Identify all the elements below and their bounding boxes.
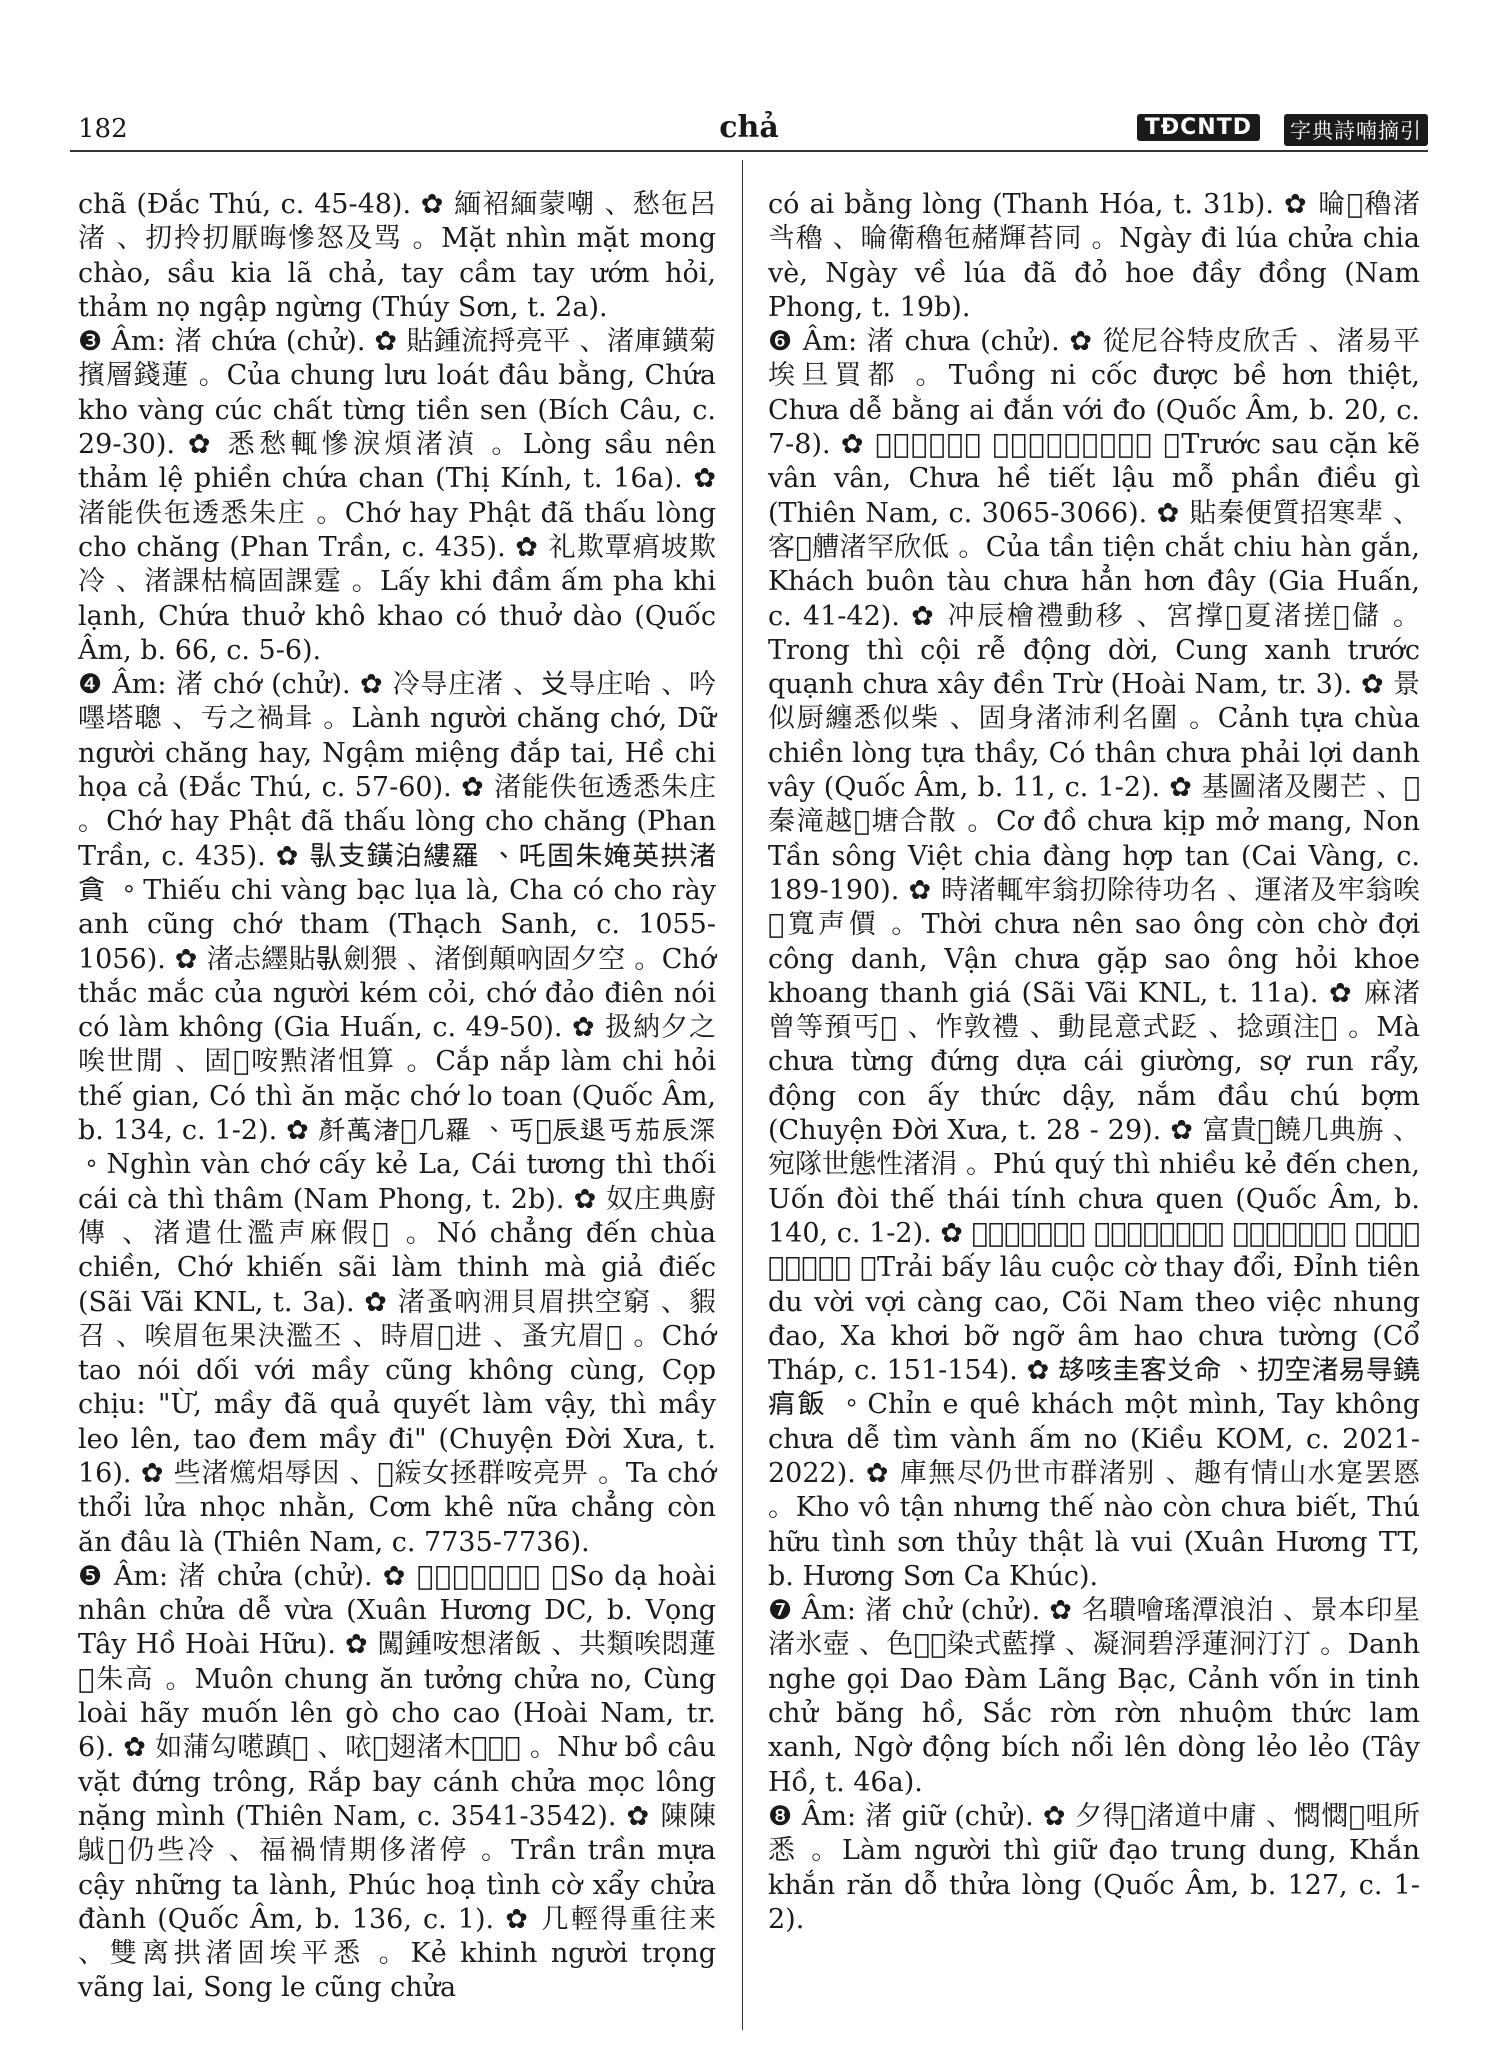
column-divider bbox=[742, 160, 743, 2030]
sense-8-giu: ❽ Âm: 渚 giữ (chử). ✿ 夕得𠡚渚道中庸 、㦖㦖𠰘咀所悉 。Làm người thì giữ đạo trung dung, Khắn khắn răn dỗ thửa lòng (Quốc Âm, b. 127, c. 1-2). bbox=[768, 1800, 1420, 1935]
sense-3-chua: ❸ Âm: 渚 chứa (chử). ✿ 貼鍾流捋亮平 、渚庫鐄菊擯層錢蓮 。Của chung lưu loát đâu bằng, Chứa kho vàng cúc chất từng tiền sen (Bích Câu, c. 29-30). ✿ 悉愁輒慘淚煩渚湞 。Lòng sầu nên thảm lệ phiền chứa chan (Thị Kính, t. 16a). ✿ 渚能佚㐌透悉朱庄 。Chớ hay Phật đã thấu lòng cho chăng (Phan Trần, c. 435). ✿ 礼欺覃㾓坡欺冷 、渚課枯槁固課霆 。Lấy khi đầm ấm pha khi lạnh, Chứa thuở khô khao có thuở dào (Quốc Âm, b. 66, c. 5-6). bbox=[78, 326, 716, 666]
right-column bbox=[768, 188, 1420, 1937]
page-header bbox=[70, 108, 1428, 148]
sense-7-chu: ❼ Âm: 渚 chử (chử). ✿ 名聵噲瑤潭浪泊 、景本印星渚氷壺 、色𨨧𨨧染式藍撑 、凝洞碧浮蓮泂汀汀 。Danh nghe gọi Dao Đàm Lãng Bạc, Cảnh vốn in tinh chử băng hồ, Sắc rờn rờn nhuộm thức lam xanh, Ngờ động bích nổi lên dòng lẻo lẻo (Tây Hồ, t. 46a). bbox=[768, 1595, 1420, 1798]
sense-6-chua: ❻ Âm: 渚 chưa (chử). ✿ 從尼谷特皮欣舌 、渚易平埃旦買都 。Tuồng ni cốc được bề hơn thiệt, Chưa dễ bằng ai đắn với đo (Quốc Âm, b. 20, c. 7-8). ✿ 𨎟𨍦𠶆哦云云 、渚兮泄漏某分調之 。Trước sau cặn kẽ vân vân, Chưa hề tiết lậu mỗ phần điều gì (Thiên Nam, c. 3065-3066). ✿ 貼秦便質招寒㹃 、客𢹣艚渚罕欣低 。Của tần tiện chắt chiu hàn gắn, Khách buôn tàu chưa hẳn hơn đây (Gia Huấn, c. 41-42). ✿ 冲辰檜禮動移 、宮撑𠷺夏渚搓𡓁儲 。Trong thì cội rễ động dời, Cung xanh trước quạnh chưa xây đền Trừ (Hoài Nam, tr. 3). ✿ 景似厨纏悉似柴 、固身渚沛利名圍 。Cảnh tựa chùa chiền lòng tựa thầy, Có thân chưa phải lợi danh vây (Quốc Âm, b. 11, c. 1-2). ✿ 基圖渚及閿芒 、𡽫秦滝越𢺺塘合散 。Cơ đồ chưa kịp mở mang, Non Tần sông Việt chia đàng hợp tan (Cai Vàng, c. 189-190). ✿ 時渚輒牢翁㧅除待功名 、運渚及牢翁唉𠯹寬声價 。Thời chưa nên sao ông còn chờ đợi công danh, Vận chưa gặp sao ông hỏi khoe khoang thanh giá (Sãi Vãi KNL, t. 11a). ✿ 麻渚曾等預丐𪡎 、怍敦禮 、動昆意式䟪 、捻頭注𠇍 。Mà chưa từng đứng dựa cái giường, sợ run rẩy, động con ấy thức dậy, nắm đầu chú bợm (Chuyện Đời Xưa, t. 28 - 29). ✿ 富貴𠡚饒几典旃 、宛隊世態性渚涓 。Phú quý thì nhiều kẻ đến chen, Uốn đòi thế thái tính chưa quen (Quốc Âm, b. 140, c. 1-2). ✿ 𢆥閉数局基台對 、𡶀仙迻𥙩𥙩强高 、埮南𨅸役戎刀 、𤇮㵢坡語音耗渚詳 。Trải bấy lâu cuộc cờ thay đổi, Đỉnh tiên du vời vợi càng cao, Cõi Nam theo việc nhung đao, Xa khơi bỡ ngỡ âm hao chưa tường (Cổ Tháp, c. 151-154). ✿ 𠫾咳圭客𠬠命 、㧅空渚易㝵鐃㾓飯 。Chỉn e quê khách một mình, Tay không chưa dễ tìm vành ấm no (Kiều KOM, c. 2021-2022). ✿ 庫無尽仍世市群渚别 、趣有情山水寔罢㥦 。Kho vô tận nhưng thế nào còn chưa biết, Thú hữu tình sơn thủy thật là vui (Xuân Hương TT, b. Hương Sơn Ca Khúc). bbox=[768, 326, 1420, 1592]
header-divider bbox=[70, 150, 1428, 152]
sense-5-continuation: có ai bằng lòng (Thanh Hóa, t. 31b). ✿ 㫻𢬣穭渚㪲穭 、㫻衛穭㐌赭輝苔同 。Ngày đi lúa chửa chia vè, Ngày về lúa đã đỏ hoe đầy đồng (Nam Phong, t. 19b). bbox=[768, 189, 1420, 323]
sense-5-chua: ❺ Âm: 渚 chửa (chử). ✿ 𢚸㹃悋人渚易皮 。So dạ hoài nhân chửa dễ vừa (Xuân Hương DC, b. Vọng Tây Hồ Hoài Hữu). ✿ 闖鍾咹想渚飯 、共類唉悶蓮𡓁朱高 。Muôn chung ăn tưởng chửa no, Cùng loài hãy muốn lên gò cho cao (Hoài Nam, tr. 6). ✿ 如蒲勾㘃蹎𨇉 、𠲖𦑃翅渚木𦑃𥖱𠆳 。Như bồ câu vặt đứng trông, Rắp bay cánh chửa mọc lông nặng mình (Thiên Nam, c. 3541-3542). ✿ 陳陳𩿠𢚸仍些冷 、福禍情期侈渚停 。Trần trần mựa cậy những ta lành, Phúc hoạ tình cờ xẩy chửa đành (Quốc Âm, b. 136, c. 1). ✿ 几輕得重往来 、雙离拱渚固埃平悉 。Kẻ khinh người trọng vãng lai, Song le cũng chửa bbox=[78, 1560, 716, 2004]
entry-continuation: chã (Đắc Thú, c. 45-48). ✿ 緬袑緬蒙嘲 、愁㐌呂渚 、㧅拎㧅厭晦慘怒及骂 。Mặt nhìn mặt mong chào, sầu kia lã chả, tay cầm tay ướm hỏi, thảm nọ ngập ngừng (Thúy Sơn, t. 2a). bbox=[78, 189, 716, 323]
sense-4-cho: ❹ Âm: 渚 chớ (chử). ✿ 冷㝵庄渚 、𠬠㝵庄咍 、吟嚜塔聰 、亐之禍咠 。Lành người chăng chớ, Dữ người chăng hay, Ngậm miệng đắp tai, Hề chi họa cả (Đắc Thú, c. 57-60). ✿ 渚能佚㐌透悉朱庄 。Chớ hay Phật đã thấu lòng cho chăng (Phan Trần, c. 435). ✿ 𠊛支鐄泊縷羅 、吒固朱㛪英拱渚貪 。Thiếu chi vàng bạc lụa là, Cha có cho rày anh cũng chớ tham (Thạch Sanh, c. 1055-1056). ✿ 渚忐纆貼𠊛劍猥 、渚倒顛吶固夕空 。Chớ thắc mắc của người kém cỏi, chớ đảo điên nói có làm không (Gia Huấn, c. 49-50). ✿ 扱納夕之唉世閒 、固𠡚咹㸃渚怚算 。Cắp nắp làm chi hỏi thế gian, Có thì ăn mặc chớ lo toan (Quốc Âm, b. 134, c. 1-2). ✿ 𠦳萬渚𦹵几羅 、丐𥻸辰退丐茄辰深 。Nghìn vàn chớ cấy kẻ La, Cái tương thì thối cái cà thì thâm (Nam Phong, t. 2b). ✿ 奴庄典廚傳 、渚遣仕濫声麻假𦖑 。Nó chẳng đến chùa chiền, Chớ khiến sãi làm thinh mà giả điếc (Sãi Vãi KNL, t. 3a). ✿ 渚蚤吶𣳔貝眉拱空窮 、貑召 、唉眉㐌果決濫丕 、時眉𨀈进 、蚤宄眉𢬣 。Chớ tao nói dối với mầy cũng không cùng, Cọp chịu: "Ừ, mầy đã quả quyết làm vậy, thì mầy leo lên, tao đem mầy đi" (Chuyện Đời Xưa, t. 16). ✿ 些渚𤒘焒辱因 、𩛷𥿺女拯群咹亮畀 。Ta chớ thổi lửa nhọc nhằn, Cơm khê nữa chẳng còn ăn đâu là (Thiên Nam, c. 7735-7736). bbox=[78, 669, 716, 1558]
page-number: 182 bbox=[78, 114, 128, 144]
left-column bbox=[78, 188, 716, 2006]
running-headword: chả bbox=[719, 110, 779, 145]
publisher-logo-seal: 字典詩喃摘引 bbox=[1284, 114, 1428, 146]
publisher-logo-badge: TĐCNTD bbox=[1137, 114, 1260, 141]
